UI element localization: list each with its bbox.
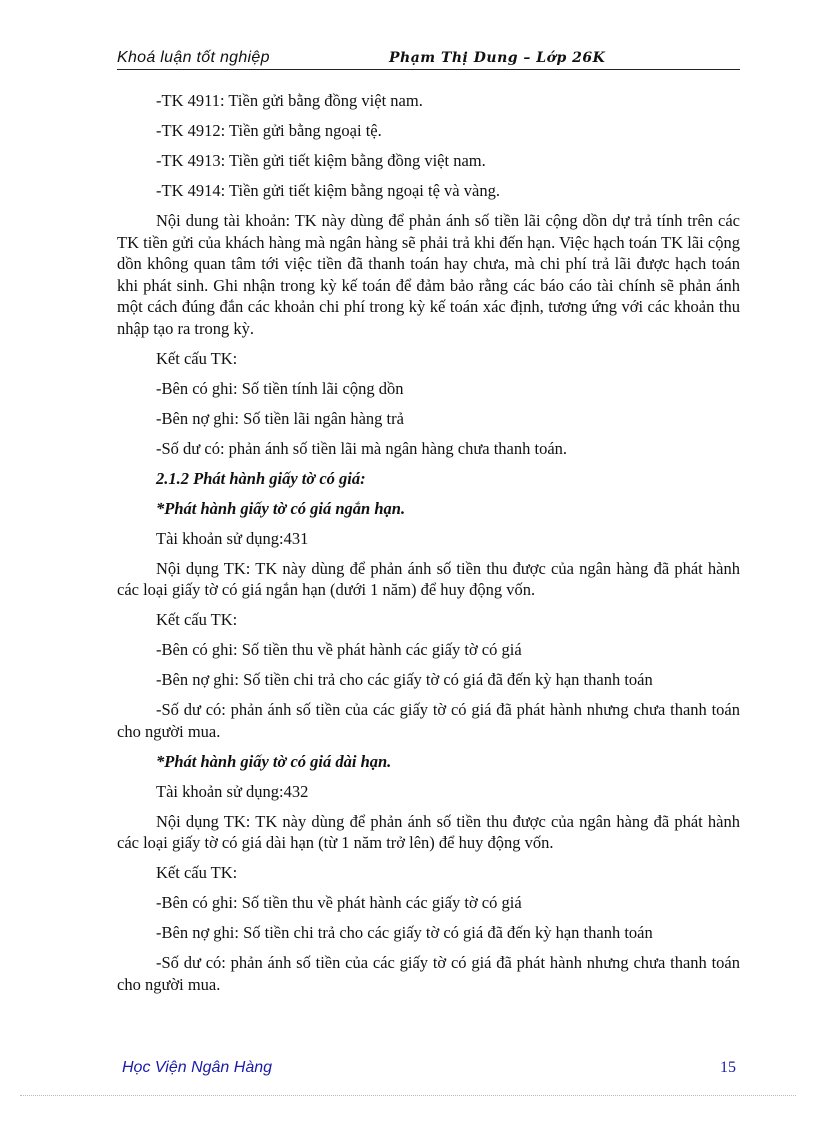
paragraph: -Số dư có: phản ánh số tiền của các giấy tờ có giá đã phát hành nhưng chưa thanh toán cho người mua. [117, 953, 740, 994]
paragraph: Nội dung tài khoản: TK này dùng để phản ánh số tiền lãi cộng dồn dự trả tính trên các TK tiền gửi của khách hàng mà ngân hàng sẽ phải trả khi đến hạn. Việc hạch toán TK lãi cộng dồn không quan tâm tới việc tiền đã thanh toán hay chưa, mà chi phí trả lãi được hạch toán khi phát sinh. Ghi nhận trong kỳ kế toán để đảm bảo rằng các báo cáo tài chính sẽ phản ánh một cách đúng đắn các khoản chi phí trong kỳ kế toán xác định, tương ứng với các khoản thu nhập tạo ra trong kỳ. [117, 211, 740, 338]
paragraph: Tài khoản sử dụng:431 [156, 528, 309, 548]
header-thesis-title: Khoá luận tốt nghiệp [117, 49, 270, 66]
paragraph: -Bên có ghi: Số tiền tính lãi cộng dồn [156, 378, 404, 398]
paragraph: Tài khoản sử dụng:432 [156, 781, 309, 801]
page-number: 15 [720, 1059, 736, 1076]
paragraph: -Bên nợ ghi: Số tiền chi trả cho các giấy tờ có giá đã đến kỳ hạn thanh toán [156, 670, 653, 689]
paragraph: -Số dư có: phản ánh số tiền lãi mà ngân hàng chưa thanh toán. [156, 438, 568, 458]
paragraph: -Bên nợ ghi: Số tiền chi trả cho các giấy tờ có giá đã đến kỳ hạn thanh toán [156, 923, 653, 942]
body-text [117, 90, 740, 1004]
header-author: Phạm Thị Dung – Lớp 26K [389, 50, 606, 66]
footer-institution: Học Viện Ngân Hàng [122, 1059, 273, 1076]
paragraph: -Bên có ghi: Số tiền thu về phát hành các giấy tờ có giá [156, 640, 522, 659]
paragraph: Nội dụng TK: TK này dùng để phản ánh số tiền thu được của ngân hàng đã phát hành các loại giấy tờ có giá ngắn hạn (dưới 1 năm) để huy động vốn. [117, 558, 740, 599]
paragraph: -TK 4914: Tiền gửi tiết kiệm bằng ngoại tệ và vàng. [156, 181, 500, 200]
paragraph: Nội dụng TK: TK này dùng để phản ánh số tiền thu được của ngân hàng đã phát hành các loại giấy tờ có giá dài hạn (từ 1 năm trở lên) để huy động vốn. [117, 811, 740, 852]
section-heading: 2.1.2 Phát hành giấy tờ có giá: [156, 468, 366, 488]
footer-divider [20, 1095, 796, 1096]
page-header [117, 49, 740, 70]
paragraph: -Bên có ghi: Số tiền thu về phát hành các giấy tờ có giá [156, 893, 522, 912]
paragraph: Kết cấu TK: [156, 863, 238, 882]
paragraph: -TK 4911: Tiền gửi bằng đồng việt nam. [156, 91, 423, 110]
paragraph: -Bên nợ ghi: Số tiền lãi ngân hàng trả [156, 408, 404, 428]
paragraph: -TK 4913: Tiền gửi tiết kiệm bằng đồng việt nam. [156, 151, 486, 170]
paragraph: Kết cấu TK: [156, 610, 238, 629]
paragraph: Kết cấu TK: [156, 348, 238, 368]
section-heading: *Phát hành giấy tờ có giá dài hạn. [156, 751, 392, 771]
paragraph: -TK 4912: Tiền gửi bằng ngoại tệ. [156, 121, 382, 140]
paragraph: -Số dư có: phản ánh số tiền của các giấy tờ có giá đã phát hành nhưng chưa thanh toán cho người mua. [117, 700, 740, 741]
section-heading: *Phát hành giấy tờ có giá ngắn hạn. [156, 498, 406, 518]
